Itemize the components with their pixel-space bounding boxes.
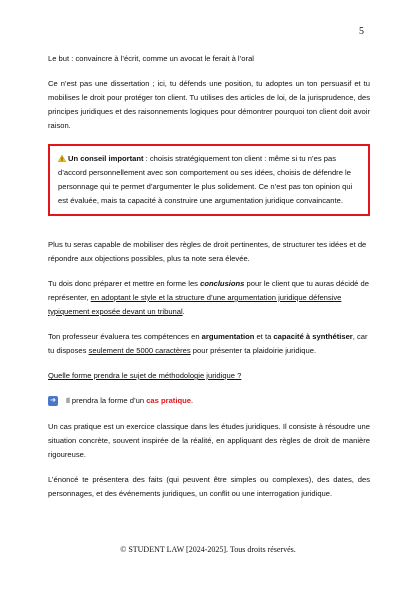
callout-title: Un conseil important [68,154,144,163]
style-requirement: en adoptant le style et la structure d’une argumentation juridique défensive typiquement exposée devant un tribunal [48,293,342,316]
callout-text: : choisis stratégiquement ton client : même si tu n’es pas d’accord personnellement avec son comportement ou ses idées, choisis de défendre le personnage qui te permet d’argumenter le plus solidement. Ce n’est pas ton opinion qui est évaluée, mais ta capacité à construire une argumentation juridique convaincante. [58,154,353,205]
page-number: 5 [359,26,364,37]
answer-text: Il prendra la forme d’un cas pratique. [66,396,194,405]
grading-paragraph: Plus tu seras capable de mobiliser des règles de droit pertinentes, de structurer tes idées et de répondre aux objections possibles, plus ta note sera élevée. [48,240,367,263]
warning-icon [58,155,66,162]
task-paragraph: Tu dois donc préparer et mettre en forme les conclusions pour le client que tu auras décidé de représenter, en adoptant le style et la structure d’une argumentation juridique défensive typiquement exposée devant un tribunal. [48,279,369,316]
page-body [48,52,370,512]
case-study-definition: Un cas pratique est un exercice classique dans les études juridiques. Il consiste à résoudre une situation concrète, souvent inspirée de la réalité, en appliquant des règles de droit de manière rigoureuse. [48,422,370,459]
case-study-term: cas pratique [146,396,191,405]
skill-synthesis: capacité à synthétiser [273,332,353,341]
question-heading: Quelle forme prendra le sujet de méthodologie juridique ? [48,371,242,380]
copyright-footer: © STUDENT LAW [2024-2025]. Tous droits réservés. [120,545,296,554]
statement-description: L’énoncé te présentera des faits (qui peuvent être simples ou complexes), des dates, des personnages, et des événements juridiques, un conflit ou une interrogation juridique. [48,475,370,498]
answer-line [48,394,370,408]
intro-paragraph: Ce n’est pas une dissertation ; ici, tu défends une position, tu adoptes un ton persuasif et tu mobilises le droit pour protéger ton client. Tu utilises des articles de loi, de la jurisprudence, des principes juridiques et des raisonnements logiques pour démontrer pourquoi ton client doit avoir raison. [48,79,370,130]
goal-paragraph: Le but : convaincre à l’écrit, comme un avocat le ferait à l’oral [48,54,254,63]
arrow-right-icon: ➜ [48,396,58,406]
character-limit: seulement de 5000 caractères [88,346,191,355]
evaluation-paragraph: Ton professeur évaluera tes compétences en argumentation et ta capacité à synthétiser, car tu disposes seulement de 5000 caractères pour présenter ta plaidoirie juridique. [48,332,368,355]
advice-callout [48,144,370,216]
skill-argumentation: argumentation [201,332,255,341]
conclusions-term: conclusions [200,279,245,288]
